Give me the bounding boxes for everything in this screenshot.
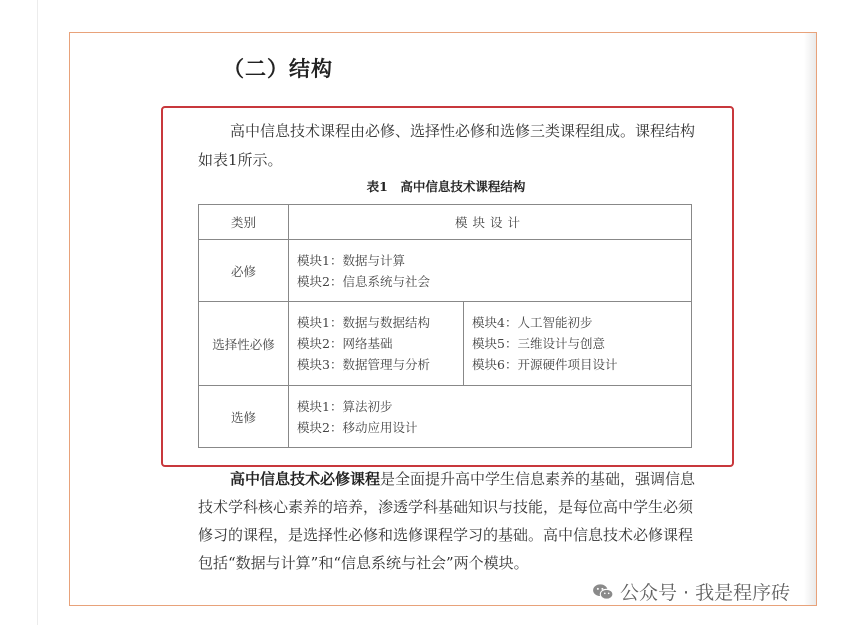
category-cell: 选择性必修: [199, 302, 289, 386]
module-item: 模块1：数据与数据结构: [297, 315, 430, 330]
modules-cell: [289, 386, 692, 448]
section-heading: （二）结构: [223, 56, 333, 81]
module-item: 模块1：算法初步: [297, 398, 393, 414]
table-row: [199, 302, 692, 386]
page-edge-shadow: [804, 33, 816, 605]
header-module-design: 模块设计: [289, 205, 692, 240]
module-item: 模块3：数据管理与分析: [297, 357, 430, 372]
watermark: [588, 578, 794, 605]
table-row: [199, 386, 692, 448]
modules-cell: [289, 240, 692, 302]
module-item: 模块2：信息系统与社会: [297, 273, 430, 289]
module-item: 模块2：网络基础: [297, 336, 393, 351]
module-item: 模块1：数据与计算: [297, 252, 405, 268]
body-bold-lead: 高中信息技术必修课程: [230, 470, 381, 488]
watermark-text: 公众号 · 我是程序砖: [620, 582, 791, 604]
header-category: 类别: [199, 205, 289, 240]
category-cell: 必修: [199, 240, 289, 302]
modules-cell-left: [289, 302, 464, 386]
intro-paragraph: 高中信息技术课程由必修、选择性必修和选修三类课程组成。课程结构如表1所示。: [198, 122, 696, 169]
module-item: 模块4：人工智能初步: [472, 315, 593, 330]
table-header-row: [199, 205, 692, 240]
table-caption: 表1 高中信息技术课程结构: [366, 179, 526, 194]
category-cell: 选修: [199, 386, 289, 448]
article-image: [69, 32, 817, 606]
module-item: 模块2：移动应用设计: [297, 419, 418, 435]
page-margin-rule: [37, 0, 38, 625]
body-text: 是全面提升高中学生信息素养的基础，强调信息技术学科核心素养的培养，渗透学科基础知识与技能，是每位高中学生必须修习的课程，是选择性必修和选修课程学习的基础。高中信息技术必修课程包括“数据与计算”和“信息系统与社会”两个模块。: [198, 470, 696, 572]
module-item: 模块6：开源硬件项目设计: [472, 357, 618, 372]
modules-cell-right: [464, 302, 692, 386]
course-structure-table: [198, 204, 692, 448]
body-paragraph: [198, 465, 698, 577]
module-item: 模块5：三维设计与创意: [472, 336, 605, 351]
wechat-icon: [592, 583, 614, 601]
table-row: [199, 240, 692, 302]
